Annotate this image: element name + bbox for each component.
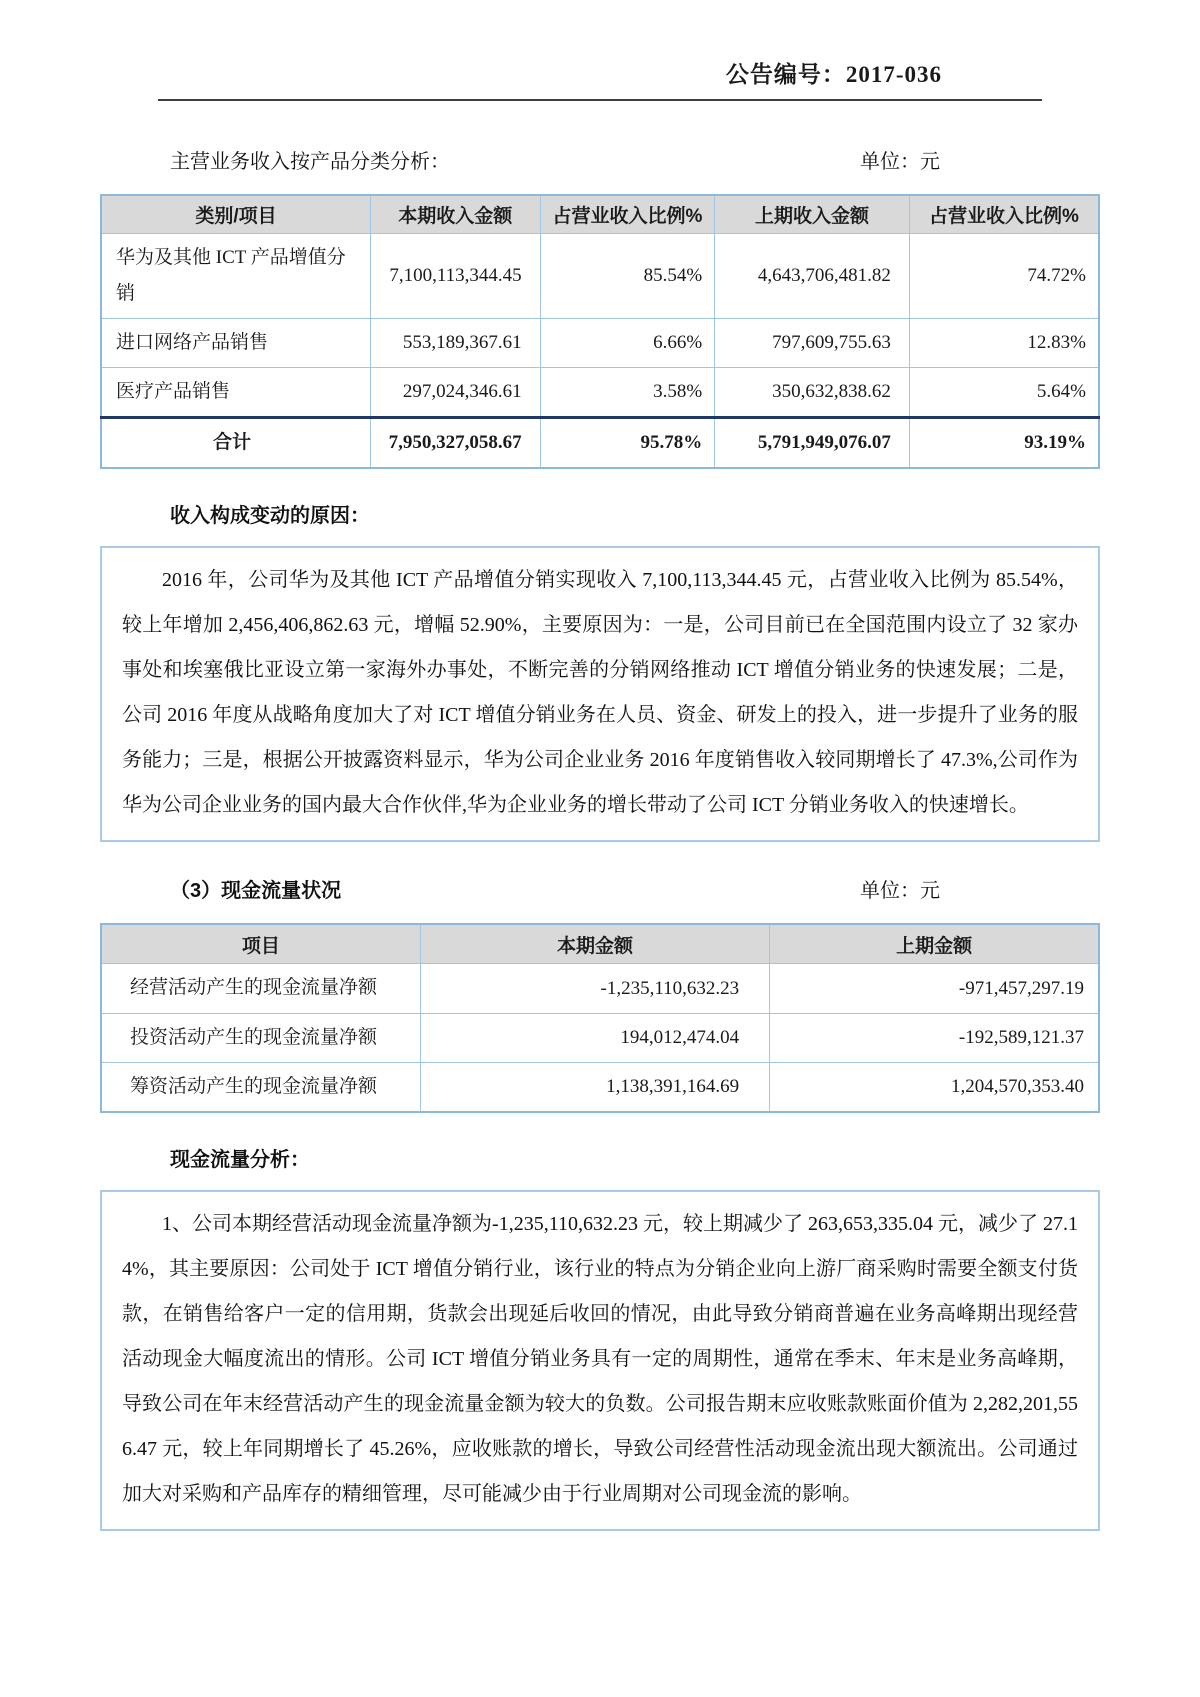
table-cell: 进口网络产品销售 — [101, 318, 370, 367]
header-rule — [158, 99, 1042, 101]
column-header: 本期收入金额 — [370, 195, 540, 233]
unit-label: 单位：元 — [860, 879, 940, 902]
table-row — [101, 1062, 1099, 1112]
table-cell: 3.58% — [540, 367, 715, 417]
table-row — [101, 964, 1099, 1013]
table-cell: 797,609,755.63 — [715, 318, 910, 367]
table-cell: 5,791,949,076.07 — [715, 417, 910, 468]
column-header: 上期金额 — [770, 924, 1099, 964]
table-cell: 4,643,706,481.82 — [715, 233, 910, 318]
reason-heading: 收入构成变动的原因： — [170, 504, 370, 527]
doc-header — [0, 0, 1200, 101]
table-cell: 194,012,474.04 — [420, 1013, 769, 1062]
analysis-heading: 现金流量分析： — [170, 1148, 310, 1171]
table-cell: 合计 — [101, 417, 370, 468]
revenue-table — [100, 194, 1100, 469]
table-cell: 7,100,113,344.45 — [370, 233, 540, 318]
reason-text-box — [100, 546, 1100, 842]
table-cell: 74.72% — [909, 233, 1099, 318]
table-cell: 1,204,570,353.40 — [770, 1062, 1099, 1112]
table-cell: 5.64% — [909, 367, 1099, 417]
table-cell: 华为及其他 ICT 产品增值分销 — [101, 233, 370, 318]
revenue-title-row — [170, 145, 940, 174]
table-cell: -192,589,121.37 — [770, 1013, 1099, 1062]
reason-paragraph: 2016 年，公司华为及其他 ICT 产品增值分销实现收入 7,100,113,344.45 元，占营业收入比例为 85.54%，较上年增加 2,456,406,862.63 元，增幅 52.90%，主要原因为：一是，公司目前已在全国范围内设立了 32 家办事处和埃塞俄比亚设立第一家海外办事处，不断完善的分销网络推动 ICT 增值分销业务的快速发展；二是，公司 2016 年度从战略角度加大了对 ICT 增值分销业务在人员、资金、研发上的投入，进一步提升了业务的服务能力；三是，根据公开披露资料显示，华为公司企业业务 2016 年度销售收入较同期增长了 47.3%,公司作为华为公司企业业务的国内最大合作伙伴,华为企业业务的增长带动了公司 ICT 分销业务收入的快速增长。 — [122, 568, 1078, 816]
column-header: 项目 — [101, 924, 420, 964]
table-row — [101, 1013, 1099, 1062]
analysis-text-box — [100, 1190, 1100, 1531]
table-cell: -971,457,297.19 — [770, 964, 1099, 1013]
table-cell: 85.54% — [540, 233, 715, 318]
announcement-number: 公告编号：2017-036 — [725, 62, 942, 87]
revenue-table-header-row — [101, 195, 1099, 233]
table-cell: 投资活动产生的现金流量净额 — [101, 1013, 420, 1062]
table-cell: 297,024,346.61 — [370, 367, 540, 417]
table-cell: 350,632,838.62 — [715, 367, 910, 417]
table-cell: 7,950,327,058.67 — [370, 417, 540, 468]
cashflow-table — [100, 923, 1100, 1113]
table-cell: 93.19% — [909, 417, 1099, 468]
table-total-row — [101, 417, 1099, 468]
table-row — [101, 367, 1099, 417]
column-header: 占营业收入比例% — [540, 195, 715, 233]
column-header: 本期金额 — [420, 924, 769, 964]
table-cell: 553,189,367.61 — [370, 318, 540, 367]
column-header: 上期收入金额 — [715, 195, 910, 233]
table-cell: -1,235,110,632.23 — [420, 964, 769, 1013]
cashflow-title-row — [170, 874, 940, 903]
cashflow-table-header-row — [101, 924, 1099, 964]
table-cell: 医疗产品销售 — [101, 367, 370, 417]
table-row — [101, 318, 1099, 367]
column-header: 类别/项目 — [101, 195, 370, 233]
cashflow-section-title: （3）现金流量状况 — [170, 879, 342, 902]
table-cell: 1,138,391,164.69 — [420, 1062, 769, 1112]
unit-label: 单位：元 — [860, 151, 940, 173]
table-row — [101, 233, 1099, 318]
table-cell: 经营活动产生的现金流量净额 — [101, 964, 420, 1013]
table-cell: 6.66% — [540, 318, 715, 367]
revenue-section-title: 主营业务收入按产品分类分析： — [170, 151, 450, 173]
table-cell: 95.78% — [540, 417, 715, 468]
table-cell: 筹资活动产生的现金流量净额 — [101, 1062, 420, 1112]
column-header: 占营业收入比例% — [909, 195, 1099, 233]
analysis-paragraph: 1、公司本期经营活动现金流量净额为-1,235,110,632.23 元，较上期减少了 263,653,335.04 元，减少了 27.14%，其主要原因：公司处于 ICT 增值分销行业，该行业的特点为分销企业向上游厂商采购时需要全额支付货款，在销售给客户一定的信用期，货款会出现延后收回的情况，由此导致分销商普遍在业务高峰期出现经营活动现金大幅度流出的情形。公司 ICT 增值分销业务具有一定的周期性，通常在季末、年末是业务高峰期，导致公司在年末经营活动产生的现金流量金额为较大的负数。公司报告期末应收账款账面价值为 2,282,201,556.47 元，较上年同期增长了 45.26%，应收账款的增长，导致公司经营性活动现金流出现大额流出。公司通过加大对采购和产品库存的精细管理，尽可能减少由于行业周期对公司现金流的影响。 — [122, 1212, 1078, 1505]
table-cell: 12.83% — [909, 318, 1099, 367]
